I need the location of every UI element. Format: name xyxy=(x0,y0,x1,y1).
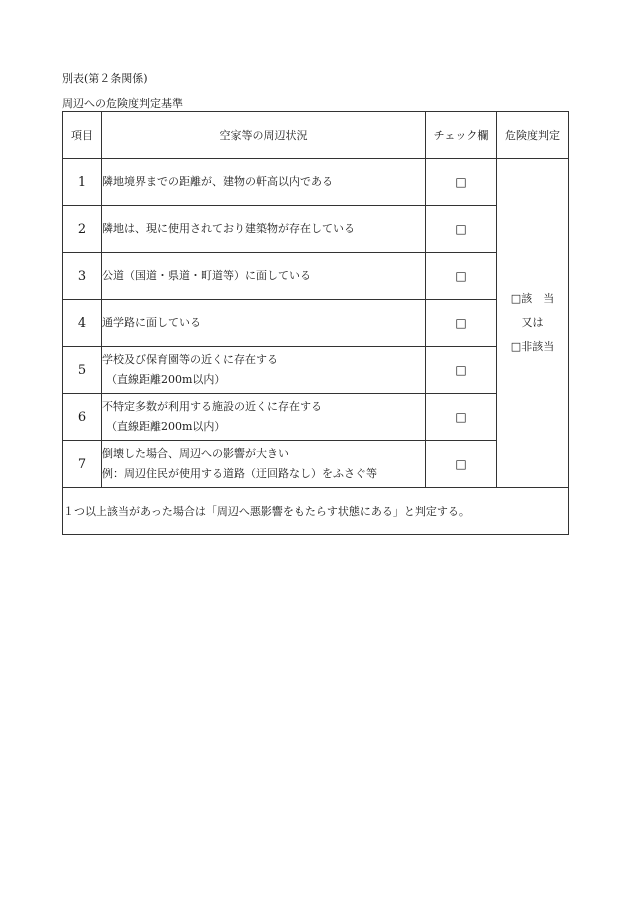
table-row xyxy=(63,300,569,347)
header-row xyxy=(63,112,569,159)
table-row xyxy=(63,394,569,441)
judgment-note: １つ以上該当があった場合は「周辺へ悪影響をもたらす状態にある」と判定する。 xyxy=(63,488,569,535)
row-condition xyxy=(102,347,426,394)
row-condition xyxy=(102,206,426,253)
table-caption: 周辺への危険度判定基準 xyxy=(62,97,183,110)
checkbox[interactable]: □ xyxy=(426,347,497,394)
row-number: 6 xyxy=(63,394,102,441)
checkbox[interactable]: □ xyxy=(426,441,497,488)
condition-text: 学校及び保育園等の近くに存在する xyxy=(102,353,278,366)
row-number: 5 xyxy=(63,347,102,394)
condition-subtext: （直線距離200m以内） xyxy=(106,420,226,433)
condition-text: 不特定多数が利用する施設の近くに存在する xyxy=(102,400,322,413)
row-condition xyxy=(102,159,426,206)
row-number: 4 xyxy=(63,300,102,347)
condition-text: 倒壊した場合、周辺への影響が大きい xyxy=(102,447,289,460)
judgment-not-applicable[interactable]: □非該当 xyxy=(510,340,555,353)
checkbox[interactable]: □ xyxy=(426,159,497,206)
row-number: 2 xyxy=(63,206,102,253)
header-check: チェック欄 xyxy=(426,112,497,159)
annex-title: 別表(第２条関係) xyxy=(62,72,148,85)
checkbox[interactable]: □ xyxy=(426,206,497,253)
condition-text: 公道（国道・県道・町道等）に面している xyxy=(102,269,311,282)
row-number: 3 xyxy=(63,253,102,300)
header-condition: 空家等の周辺状況 xyxy=(102,112,426,159)
row-condition xyxy=(102,441,426,488)
judgment-applicable[interactable]: □該 当 xyxy=(510,292,555,305)
row-condition xyxy=(102,253,426,300)
note-row xyxy=(63,488,569,535)
condition-text: 通学路に面している xyxy=(102,316,201,329)
header-item: 項目 xyxy=(63,112,102,159)
condition-text: 隣地境界までの距離が、建物の軒高以内である xyxy=(102,175,333,188)
row-number: 7 xyxy=(63,441,102,488)
table-row xyxy=(63,159,569,206)
table-row xyxy=(63,441,569,488)
judgment-or: 又は xyxy=(521,316,544,329)
table-row xyxy=(63,253,569,300)
checkbox[interactable]: □ xyxy=(426,300,497,347)
condition-subtext: （直線距離200m以内） xyxy=(106,373,226,386)
judgment-cell xyxy=(497,159,569,488)
table-row xyxy=(63,206,569,253)
checkbox[interactable]: □ xyxy=(426,253,497,300)
header-judgment: 危険度判定 xyxy=(497,112,569,159)
row-condition xyxy=(102,394,426,441)
condition-text: 隣地は、現に使用されており建築物が存在している xyxy=(102,222,355,235)
checkbox[interactable]: □ xyxy=(426,394,497,441)
condition-subtext: 例：周辺住民が使用する道路（迂回路なし）をふさぐ等 xyxy=(102,467,377,480)
row-number: 1 xyxy=(63,159,102,206)
row-condition xyxy=(102,300,426,347)
criteria-table xyxy=(62,111,569,535)
table-row xyxy=(63,347,569,394)
